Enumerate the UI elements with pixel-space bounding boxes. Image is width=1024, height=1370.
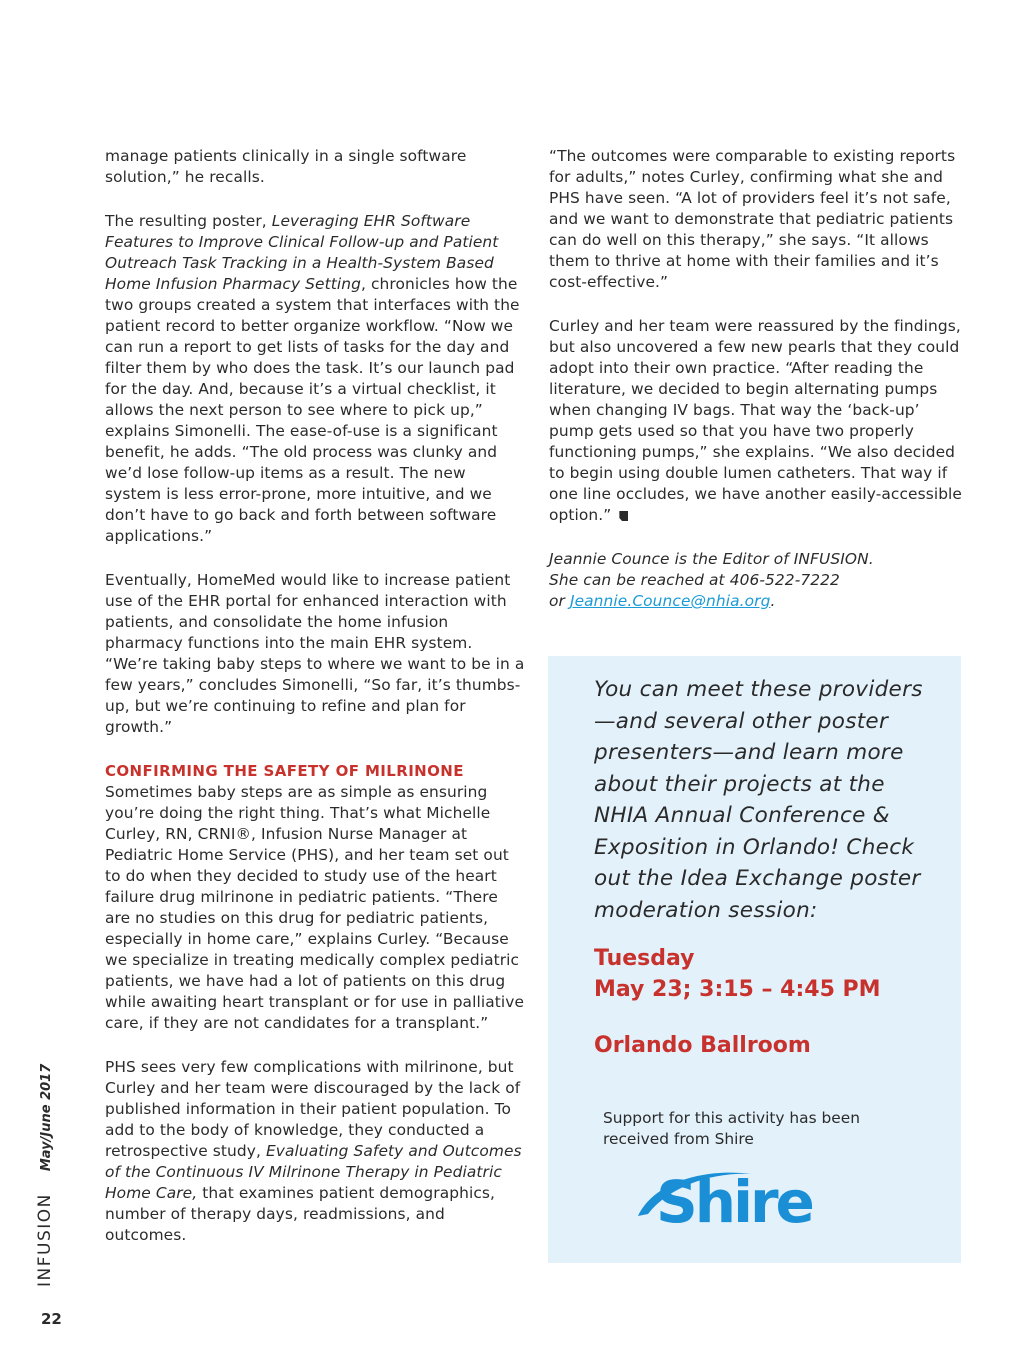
paragraph: Eventually, HomeMed would like to increase patient use of the EHR portal for enhanced interaction with patients, and consolidate the home infusion pharmacy functions into the main EHR system. “We’re taking baby steps to where we want to be in a few years,” concludes Simonelli, “So far, it’s thumbs-up, but we’re continuing to refine and plan for growth.” [105, 571, 525, 736]
email-link[interactable]: Jeannie.Counce@nhia.org [569, 592, 771, 610]
bio-end: . [770, 592, 776, 610]
bio-line: Jeannie Counce is the Editor of INFUSION. [549, 550, 874, 568]
paragraph-text: Sometimes baby steps are as simple as ensuring you’re doing the right thing. That’s what Michelle Curley, RN, CRNI®, Infusion Nurse Manager at Pediatric Home Service (PHS), and her team set out to do when they decided to study use of the heart failure drug milrinone in pediatric patients. “There are no studies on this drug for pediatric patients, especially in home care,” explains Curley. “Because we specialize in treating medically complex pediatric patients, we have had a lot of patients on this drug while awaiting heart transplant or for use in palliative care, if they are not candidates for a transplant.” [105, 783, 525, 1032]
paragraph [105, 211, 525, 547]
right-column [549, 146, 964, 635]
paragraph-text: , chronicles how the two groups created a system that interfaces with the patient record to better organize workflow. “Now we can run a report to get lists of tasks for the day and filter them by who does the task. It’s our launch pad for the day. And, because it’s a virtual checklist, it allows the next person to see where to pick up,” explains Simonelli. The ease-of-use is a significant benefit, he adds. “The old process was clunky and we’d lose follow-up items as a result. The new system is less error-prone, more intuitive, and we don’t have to go back and forth between software applications.” [105, 275, 520, 545]
shire-logo-text: Shire [656, 1168, 812, 1234]
paragraph-text: Curley and her team were reassured by the findings, but also uncovered a few new pearls that they could adopt into their own practice. “After reading the literature, we decided to begin alternating pumps when changing IV bags. That way the ‘back-up’ pump gets used so that you have two properly functioning pumps,” she explains. “We also decided to begin using double lumen catheters. That way if one line occludes, we have another easily-accessible option.” [549, 317, 963, 524]
bio-line: She can be reached at 406-522-7222 [549, 571, 840, 589]
study-title: Evaluating Safety and Outcomes of the Continuous IV Milrinone Therapy in Pediatric Home Care, [105, 1142, 522, 1202]
end-of-article-icon [619, 511, 628, 521]
paragraph: “The outcomes were comparable to existing reports for adults,” notes Curley, confirming what she and PHS have seen. “A lot of providers feel it’s not safe, and we want to demonstrate that pediatric patients can do well on this therapy,” she says. “It allows them to thrive at home with their families and it’s cost-effective.” [549, 147, 956, 291]
shire-logo-graphic [634, 1164, 844, 1234]
bio-or: or [549, 592, 570, 610]
event-time: May 23; 3:15 – 4:45 PM [594, 977, 881, 1002]
paragraph: manage patients clinically in a single software solution,” he recalls. [105, 147, 467, 186]
paragraph-text: that examines patient demographics, number of therapy days, readmissions, and outcomes. [105, 1184, 496, 1244]
event-sidebar [548, 656, 961, 1263]
magazine-brand: INFUSION [35, 1193, 55, 1287]
left-column [105, 146, 525, 1269]
section [105, 761, 525, 1034]
paragraph-text: The resulting poster, [105, 212, 272, 230]
poster-title: Leveraging EHR Software Features to Improve Clinical Follow-up and Patient Outreach Task Tracking in a Health-System Based Home Infusion Pharmacy Setting [105, 212, 499, 293]
support-statement: Support for this activity has been received from Shire [603, 1109, 860, 1148]
sidebar-promo: You can meet these providers—and several other poster presenters—and learn more about their projects at the NHIA Annual Conference & Exposition in Orlando! Check out the Idea Exchange poster moderation session: [594, 677, 923, 923]
issue-date: May/June 2017 [39, 1063, 54, 1172]
paragraph [105, 1057, 525, 1246]
paragraph [549, 316, 964, 526]
author-bio [549, 549, 964, 612]
page-number: 22 [41, 1310, 62, 1328]
paragraph-text: PHS sees very few complications with milrinone, but Curley and her team were discouraged by the lack of published information in their patient population. To add to the body of knowledge, they conducted a retrospective study, [105, 1058, 521, 1160]
vertical-footer [35, 1064, 55, 1287]
event-day: Tuesday [594, 946, 695, 971]
section-heading: CONFIRMING THE SAFETY OF MILRINONE [105, 762, 464, 780]
shire-logo [634, 1164, 844, 1234]
event-location: Orlando Ballroom [594, 1033, 811, 1058]
